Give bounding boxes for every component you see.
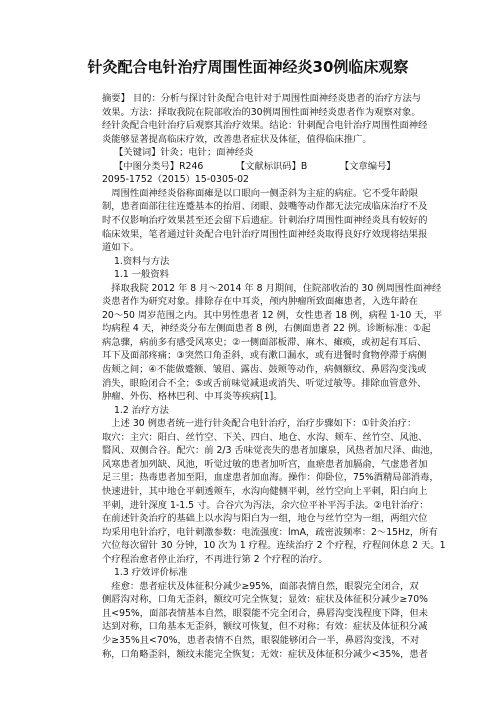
- text-line: 称，口角略歪斜，额纹未能完全恢复；无效：症状及体征积分减少<35%，患者: [102, 648, 428, 660]
- text-line: 且<95%，面部表情基本自然，眼裂能不完全闭合，鼻唇沟变浅程度下降，但未: [102, 607, 428, 619]
- text-line: 效果。方法：择取我院在院部收治的30例周围性面神经炎患者作为观察对象。: [102, 106, 421, 118]
- text-line: 在前述针灸治疗的基础上以水沟与阳白为一组，地仓与丝竹空为一组，两组穴位: [102, 513, 428, 525]
- text-line: 消失，眼睑闭合不全；⑤或舌前味觉减退或消失、听觉过敏等。排除血管意外、: [102, 377, 427, 389]
- text-line: 择取我院 2012 年 8 月～2014 年 8 月期间，住院部收治的 30 例周围性面神经: [102, 282, 442, 294]
- text-line: 经针灸配合电针治疗后观察其治疗效果。结论：针刺配合电针治疗周围性面神经: [102, 120, 428, 132]
- text-line: 炎能够显著提高临床疗效，改善患者症状及体征，值得临床推广。: [102, 133, 372, 145]
- text-line: 取穴：主穴：阳白、丝竹空、下关、四白、地仓、水沟、颊车、丝竹空、风池、: [102, 431, 428, 443]
- text-line: 道如下。: [102, 242, 140, 254]
- text-line: 时不仅影响治疗效果甚至还会留下后遗症。针刺治疗周围性面神经炎具有较好的: [102, 214, 428, 226]
- text-line: 摘要】 目的：分析与探讨针灸配合电针对于周围性面神经炎患者的治疗方法与: [102, 93, 422, 104]
- text-line: 1.资料与方法: [114, 255, 170, 267]
- text-line: 1.2 治疗方法: [114, 404, 169, 416]
- text-line: 临床效果，笔者通过针灸配合电针治疗周围性面神经炎取得良好疗效现将结果报: [102, 228, 428, 240]
- text-line: 达到对称，口角基本无歪斜，额纹可恢复，但不对称；有效：症状及体征积分减: [102, 621, 428, 633]
- text-line: 2095-1752（2015）15-0305-02: [102, 174, 249, 186]
- text-line: 1.3 疗效评价标准: [114, 567, 188, 579]
- text-line: 快速进针，其中地仓平刺透颊车，水沟向健侧平刺，丝竹空向上平刺，阳白向上: [102, 485, 428, 497]
- text-line: 个疗程治愈者停止治疗，不再进行第 2 个疗程的治疗。: [102, 553, 328, 565]
- text-line: 上述 30 例患者统一进行针灸配合电针治疗，治疗步骤如下：①针灸治疗：: [102, 418, 417, 430]
- text-line: 病急骤，病前多有感受风寒史；②一侧面部板滞、麻木、瘫痪，或初起有耳后、: [102, 336, 427, 348]
- text-line: 平刺，进针深度 1-1.5 寸。合谷穴为泻法，余穴位平补平泻手法。②电针治疗：: [102, 499, 429, 511]
- text-line: 翳风、双侧合谷。配穴：前 2/3 舌味觉丧失的患者加廉泉，风热者加尺泽、曲池，: [102, 445, 439, 457]
- text-line: 耳下及面部疼痛；③突然口角歪斜，或有漱口漏水，或有进餐时食物停滞于病侧: [102, 350, 427, 362]
- text-line: 穴位每次留针 30 分钟，10 次为 1 疗程。连续治疗 2 个疗程，疗程间休息 2 天。1: [102, 540, 446, 552]
- text-line: 20～50 周岁范围之内。其中男性患者 12 例，女性患者 18 例，病程 1-10 天，平: [102, 309, 443, 321]
- text-line: 侧唇沟对称，口角无歪斜，额纹可完全恢复；显效：症状及体征积分减少≥70%: [102, 594, 428, 606]
- text-line: 【关键词】针灸；电针；面神经炎: [114, 147, 254, 159]
- text-line: 均采用电针治疗，电针刺激参数：电流强度：lmA，疏密波频率：2～15Hz，所有: [102, 526, 438, 538]
- text-line: 肿瘤、外伤、格林巴利、中耳炎等疾病[1]。: [102, 391, 283, 403]
- text-line: 痊愈：患者症状及体征积分减少≥95%，面部表情自然，眼裂完全闭合，双: [102, 580, 419, 592]
- text-line: 均病程 4 天，神经炎分布左侧面患者 8 例，右侧面患者 22 例。诊断标准：①起: [102, 323, 431, 335]
- text-line: 风寒患者加列缺、风池，听觉过敏的患者加听宫，血瘀患者加膈俞，气虚患者加: [102, 458, 428, 470]
- text-line: 周围性面神经炎俗称面瘫是以口眼向一侧歪斜为主症的病症。它不受年龄限: [102, 187, 419, 199]
- text-line: 【中图分类号】R246 【文献标识码】B 【文章编号】: [114, 160, 396, 172]
- text-line: 足三里；热毒患者加至阳，血虚患者加血海。操作：仰卧位，75%酒精局部消毒，: [102, 472, 439, 484]
- text-line: 1.1 一般资料: [114, 269, 169, 281]
- text-line: 制，患者面部往往连蹙基本的抬眉、闭眼、鼓嘴等动作都无法完成临床治疗不及: [102, 201, 428, 213]
- text-line: 炎患者作为研究对象。排除存在中耳炎，颅内肿瘤所致面瘫患者，入选年龄在: [102, 296, 419, 308]
- text-line: 齿颊之间；④不能做蹙额、皱眉、露齿、鼓颊等动作，病侧额纹、鼻唇沟变浅或: [102, 364, 427, 375]
- text-line: 少≥35%且<70%，患者表情不自然，眼裂能够闭合一半，鼻唇沟变浅，不对: [102, 635, 420, 646]
- paper-title: 针灸配合电针治疗周围性面神经炎30例临床观察: [87, 58, 409, 76]
